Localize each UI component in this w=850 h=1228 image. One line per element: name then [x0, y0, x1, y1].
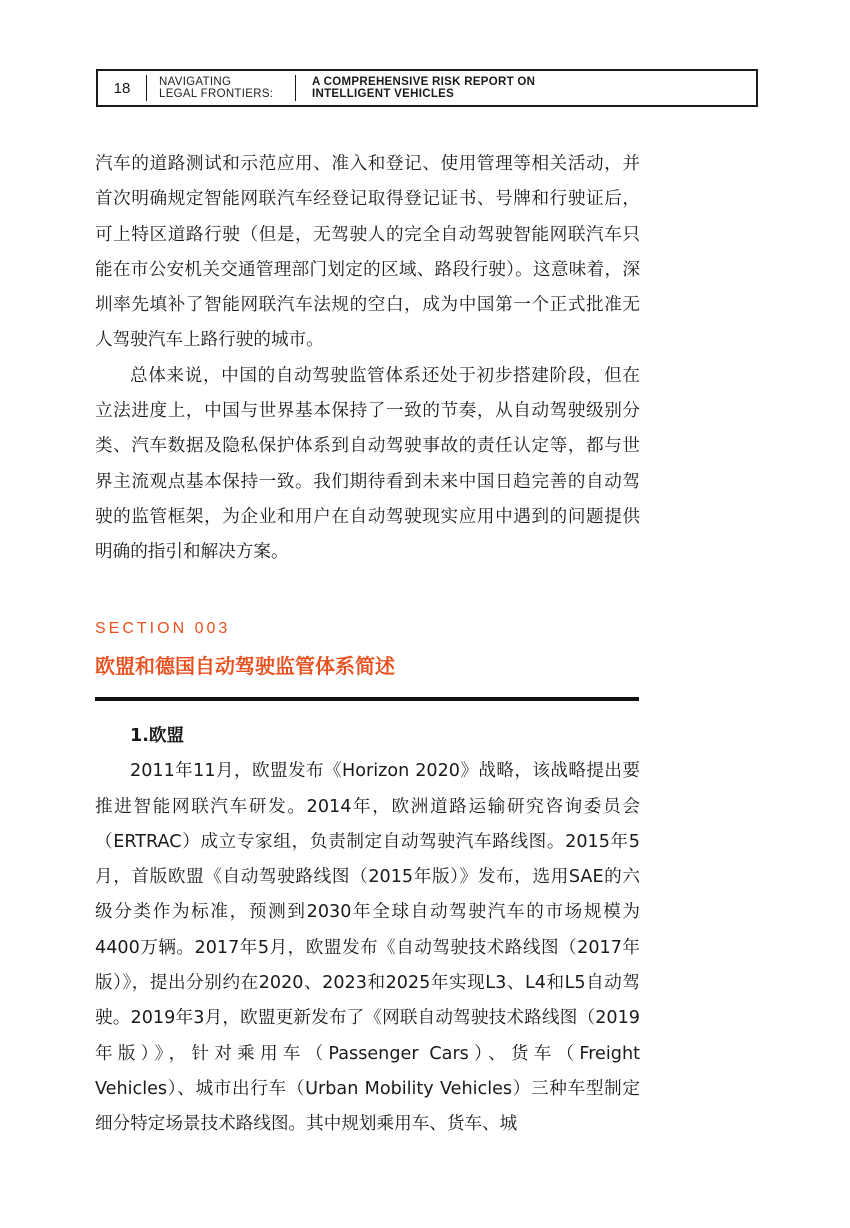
header-long-title-line1: A COMPREHENSIVE RISK REPORT ON	[312, 76, 536, 88]
header-short-title-line1: NAVIGATING	[159, 76, 232, 88]
section-title: 欧盟和德国自动驾驶监管体系简述	[95, 654, 395, 678]
page-number: 18	[113, 79, 131, 97]
body-text	[95, 147, 640, 571]
subsection-heading: 1.欧盟	[130, 726, 185, 746]
section-label: SECTION 003	[95, 620, 231, 637]
paragraph: 汽车的道路测试和示范应用、准入和登记、使用管理等相关活动，并首次明确规定智能网联汽车经登记取得登记证书、号牌和行驶证后，可上特区道路行驶（但是，无驾驶人的完全自动驾驶智能网联汽车只能在市公安机关交通管理部门划定的区域、路段行驶）。这意味着，深圳率先填补了智能网联汽车法规的空白，成为中国第一个正式批准无人驾驶汽车上路行驶的城市。	[95, 154, 640, 351]
header-long-title-line2: INTELLIGENT VEHICLES	[312, 88, 455, 100]
running-header	[96, 69, 758, 107]
section-body	[95, 719, 640, 1143]
paragraph: 2011年11月，欧盟发布《Horizon 2020》战略，该战略提出要推进智能网联汽车研发。2014年，欧洲道路运输研究咨询委员会（ERTRAC）成立专家组，负责制定自动驾驶汽车路线图。2015年5月，首版欧盟《自动驾驶路线图（2015年版）》发布，选用SAE的六级分类作为标准，预测到2030年全球自动驾驶汽车的市场规模为4400万辆。2017年5月，欧盟发布《自动驾驶技术路线图（2017年版）》，提出分别约在2020、2023和2025年实现L3、L4和L5自动驾驶。2019年3月，欧盟更新发布了《网联自动驾驶技术路线图（2019年版）》，针对乘用车（Passenger Cars）、货车（Freight Vehicles）、城市出行车（Urban Mobility Vehicles）三种车型制定细分特定场景技术路线图。其中规划乘用车、货车、城	[95, 761, 640, 1135]
section-divider	[95, 697, 639, 701]
header-short-title-line2: LEGAL FRONTIERS:	[159, 88, 274, 100]
paragraph: 总体来说，中国的自动驾驶监管体系还处于初步搭建阶段，但在立法进度上，中国与世界基本保持了一致的节奏，从自动驾驶级别分类、汽车数据及隐私保护体系到自动驾驶事故的责任认定等，都与世界主流观点基本保持一致。我们期待看到未来中国日趋完善的自动驾驶的监管框架，为企业和用户在自动驾驶现实应用中遇到的问题提供明确的指引和解决方案。	[95, 365, 640, 563]
header-long-title	[296, 76, 535, 100]
header-short-title	[147, 76, 295, 100]
